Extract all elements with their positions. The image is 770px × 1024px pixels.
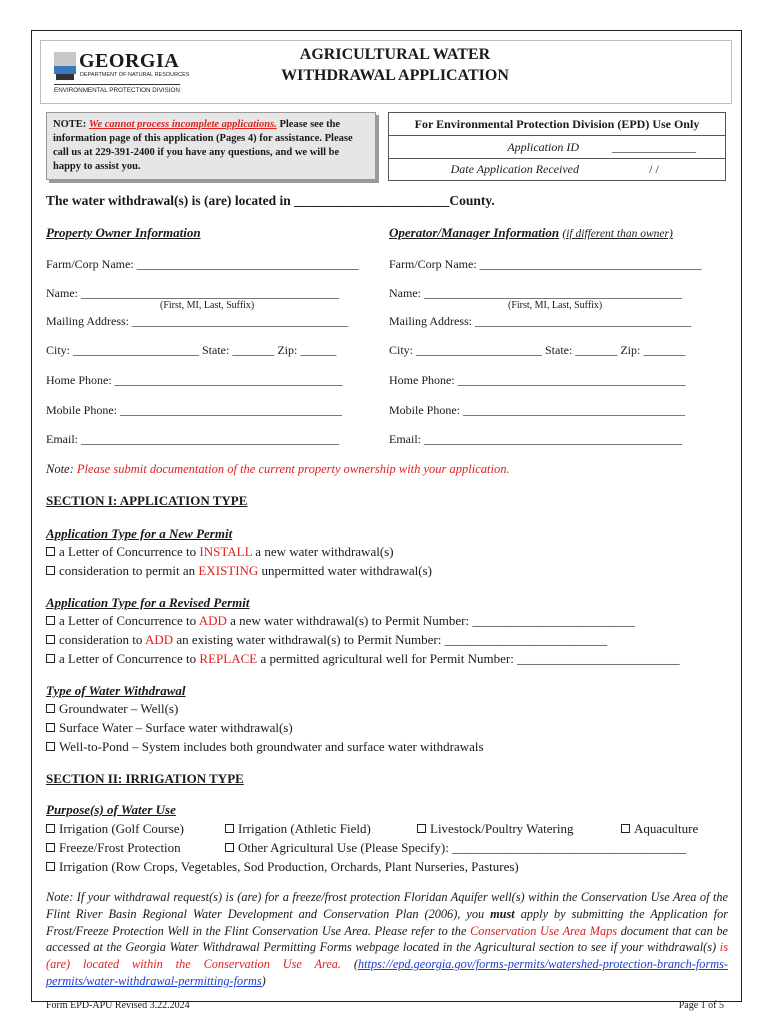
checkbox-icon[interactable] (46, 824, 55, 833)
title-line-1: AGRICULTURAL WATER (299, 46, 491, 63)
checkbox-livestock[interactable]: Livestock/Poultry Watering (417, 821, 574, 837)
incomplete-notice: NOTE: We cannot process incomplete applications. Please see the information page of this application (Pages 4) for assistance. Please call us at 229-391-2400 if you have any questions, and we will be happy to assist you. (46, 112, 376, 180)
new-permit-heading: Application Type for a New Permit (46, 526, 233, 541)
owner-home-phone-field[interactable]: Home Phone: ______________________________________ (46, 373, 343, 387)
checkbox-icon[interactable] (46, 616, 55, 625)
owner-heading: Property Owner Information (46, 225, 201, 240)
application-id-label: Application ID (507, 140, 579, 154)
checkbox-new-existing[interactable]: consideration to permit an EXISTING unpermitted water withdrawal(s) (46, 563, 432, 579)
checkbox-freeze-frost[interactable]: Freeze/Frost Protection (46, 840, 181, 856)
operator-home-phone-field[interactable]: Home Phone: ______________________________________ (389, 373, 686, 387)
checkbox-icon[interactable] (46, 704, 55, 713)
owner-name-hint: (First, MI, Last, Suffix) (160, 300, 255, 311)
withdrawal-type-heading: Type of Water Withdrawal (46, 683, 186, 698)
checkbox-icon[interactable] (46, 742, 55, 751)
checkbox-new-install[interactable]: a Letter of Concurrence to INSTALL a new water withdrawal(s) (46, 544, 394, 560)
page-number: Page 1 of 5 (678, 1000, 724, 1011)
epd-use-only-box (388, 112, 726, 181)
checkbox-surface-water[interactable]: Surface Water – Surface water withdrawal(s) (46, 720, 293, 736)
form-revision: Form EPD-APU Revised 3.22.2024 (46, 1000, 190, 1011)
logo-dept-text: DEPARTMENT OF NATURAL RESOURCES (80, 72, 190, 78)
checkbox-icon[interactable] (46, 723, 55, 732)
owner-email-field[interactable]: Email: ___________________________________________ (46, 432, 339, 446)
conservation-maps-reference: Conservation Use Area Maps (470, 923, 618, 938)
checkbox-icon[interactable] (46, 635, 55, 644)
section-1-heading: SECTION I: APPLICATION TYPE (46, 493, 248, 508)
operator-heading: Operator/Manager Information (if different than owner) (389, 225, 673, 240)
owner-mobile-phone-field[interactable]: Mobile Phone: _____________________________________ (46, 403, 342, 417)
owner-mailing-field[interactable]: Mailing Address: ____________________________________ (46, 314, 348, 328)
epd-box-heading: For Environmental Protection Division (EPD) Use Only (389, 113, 725, 136)
checkbox-icon[interactable] (46, 654, 55, 663)
checkbox-icon[interactable] (46, 843, 55, 852)
checkbox-groundwater[interactable]: Groundwater – Well(s) (46, 701, 178, 717)
logo-state-text: GEORGIA (79, 50, 180, 72)
checkbox-icon[interactable] (621, 824, 630, 833)
operator-email-field[interactable]: Email: ___________________________________________ (389, 432, 682, 446)
checkbox-other-use[interactable]: Other Agricultural Use (Please Specify): ____________________________________ (225, 840, 686, 856)
section-2-heading: SECTION II: IRRIGATION TYPE (46, 771, 244, 786)
incomplete-warning: We cannot process incomplete applications. (88, 119, 277, 130)
operator-farm-field[interactable]: Farm/Corp Name: _____________________________________ (389, 257, 702, 271)
operator-heading-note: (if different than owner) (562, 228, 673, 240)
logo-division-text: ENVIRONMENTAL PROTECTION DIVISION (54, 84, 180, 94)
state-seal-icon (54, 52, 76, 82)
forms-webpage-link[interactable]: https://epd.georgia.gov/forms-permits/watershed-protection-branch-forms-permits/water-withdrawal-permitting-forms (46, 957, 728, 988)
checkbox-athletic-field[interactable]: Irrigation (Athletic Field) (225, 821, 371, 837)
checkbox-revised-add-new[interactable]: a Letter of Concurrence to ADD a new water withdrawal(s) to Permit Number: _________________________ (46, 613, 635, 629)
operator-name-hint: (First, MI, Last, Suffix) (508, 300, 603, 311)
county-line[interactable]: The water withdrawal(s) is (are) located in _______________________County. (46, 193, 495, 208)
purpose-heading: Purpose(s) of Water Use (46, 802, 176, 817)
checkbox-icon[interactable] (46, 547, 55, 556)
owner-farm-field[interactable]: Farm/Corp Name: _____________________________________ (46, 257, 359, 271)
operator-mobile-phone-field[interactable]: Mobile Phone: _____________________________________ (389, 403, 685, 417)
operator-name-field[interactable]: Name: ___________________________________________ (389, 286, 682, 300)
revised-permit-heading: Application Type for a Revised Permit (46, 595, 250, 610)
checkbox-icon[interactable] (46, 566, 55, 575)
checkbox-icon[interactable] (417, 824, 426, 833)
date-received-field[interactable]: / / (649, 162, 659, 176)
checkbox-aquaculture[interactable]: Aquaculture (621, 821, 698, 837)
ownership-note: Note: Please submit documentation of the current property ownership with your application. (46, 462, 510, 476)
checkbox-well-to-pond[interactable]: Well-to-Pond – System includes both groundwater and surface water withdrawals (46, 739, 484, 755)
owner-name-field[interactable]: Name: ___________________________________________ (46, 286, 339, 300)
checkbox-icon[interactable] (225, 843, 234, 852)
checkbox-revised-add-existing[interactable]: consideration to ADD an existing water withdrawal(s) to Permit Number: _________________________ (46, 632, 607, 648)
application-id-field[interactable]: ______________ (612, 140, 696, 154)
checkbox-revised-replace[interactable]: a Letter of Concurrence to REPLACE a permitted agricultural well for Permit Number: _________________________ (46, 651, 680, 667)
owner-city-field[interactable]: City: _____________________ State: _______ Zip: ______ (46, 343, 337, 357)
checkbox-golf-course[interactable]: Irrigation (Golf Course) (46, 821, 184, 837)
title-line-2: WITHDRAWAL APPLICATION (281, 67, 509, 84)
checkbox-icon[interactable] (225, 824, 234, 833)
date-received-label: Date Application Received (450, 162, 579, 176)
georgia-epd-logo (52, 50, 190, 96)
operator-city-field[interactable]: City: _____________________ State: _______ Zip: _______ (389, 343, 686, 357)
checkbox-icon[interactable] (46, 862, 55, 871)
frost-protection-note: Note: If your withdrawal request(s) is (are) for a freeze/frost protection Floridan Aquifer well(s) within the Conservation Use Area of the Flint River Basin Regional Water Development and Conservation Plan (2006), you must apply by submitting the Application for Frost/Freeze Protection Well in the Flint Conservation Use Area. Please refer to the Conservation Use Area Maps document that can be accessed at the Georgia Water Withdrawal Permitting Forms webpage located in the Agricultural section to see if your withdrawal(s) is (are) located within the Conservation Use Area. (https://epd.georgia.gov/forms-permits/watershed-protection-branch-forms-permits/water-withdrawal-permitting-forms) (46, 890, 728, 988)
operator-mailing-field[interactable]: Mailing Address: ____________________________________ (389, 314, 691, 328)
page-title (230, 44, 560, 86)
checkbox-row-crops[interactable]: Irrigation (Row Crops, Vegetables, Sod Production, Orchards, Plant Nurseries, Pastures) (46, 859, 519, 875)
